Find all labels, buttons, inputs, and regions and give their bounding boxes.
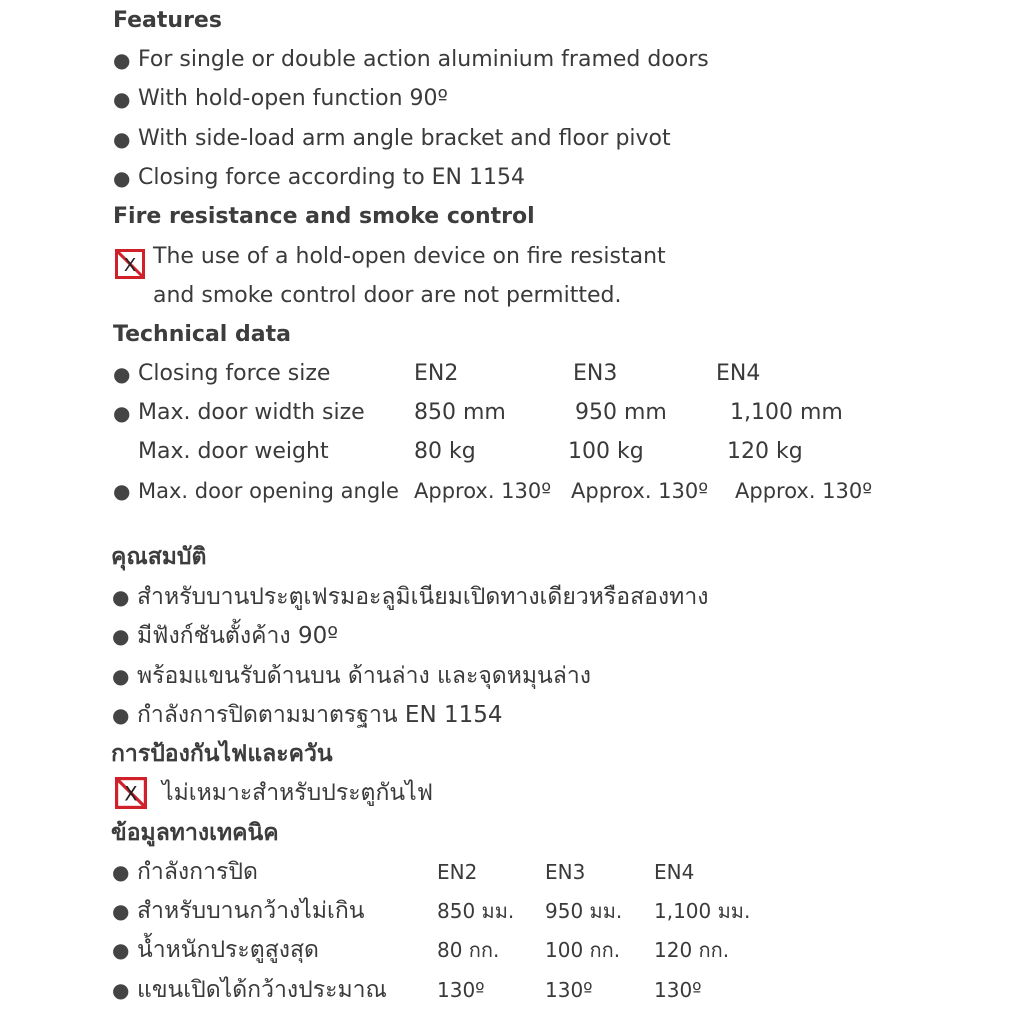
svg-text:X: X [123, 255, 137, 276]
th-tech-value: 120 กก. [654, 938, 730, 962]
th-feature-item: มีฟังก์ชันตั้งค้าง 90º [137, 623, 339, 649]
th-tech-value: 80 กก. [437, 938, 500, 962]
tech-value: EN4 [716, 361, 761, 386]
tech-value: Approx. 130º [735, 479, 873, 503]
bullet-icon: ● [113, 48, 131, 72]
bullet-icon: ● [113, 479, 131, 503]
svg-text:X: X [124, 782, 138, 806]
tech-label: Max. door width size [138, 400, 365, 425]
th-feature-item: สำหรับบานประตูเฟรมอะลูมิเนียมเปิดทางเดียวหรือสองทาง [137, 584, 709, 610]
th-tech-value: EN4 [654, 860, 695, 884]
tech-heading: Technical data [113, 322, 291, 347]
th-features-heading: คุณสมบัติ [111, 544, 207, 570]
fire-note-line2: and smoke control door are not permitted. [153, 283, 622, 308]
th-tech-value: 130º [437, 978, 485, 1002]
th-fire-heading: การป้องกันไฟและควัน [111, 741, 333, 767]
th-tech-value: 130º [545, 978, 593, 1002]
th-feature-item: กำลังการปิดตามมาตรฐาน EN 1154 [137, 702, 503, 728]
tech-value: 80 kg [414, 439, 476, 464]
feature-item: Closing force according to EN 1154 [138, 165, 525, 190]
tech-value: EN3 [573, 361, 618, 386]
feature-item: With side-load arm angle bracket and floor pivot [138, 126, 671, 151]
feature-item: For single or double action aluminium framed doors [138, 47, 709, 72]
tech-value: 120 kg [727, 439, 803, 464]
tech-label: Closing force size [138, 361, 331, 386]
tech-value: 100 kg [568, 439, 644, 464]
bullet-icon: ● [112, 899, 130, 923]
bullet-icon: ● [112, 978, 130, 1002]
bullet-icon: ● [112, 585, 130, 609]
tech-value: 950 mm [575, 400, 667, 425]
tech-label: Max. door weight [138, 439, 329, 464]
th-tech-value: 850 มม. [437, 899, 515, 923]
bullet-icon: ● [113, 401, 131, 425]
tech-label: Max. door opening angle [138, 479, 399, 503]
th-tech-label: น้ำหนักประตูสูงสุด [137, 937, 319, 963]
bullet-icon: ● [112, 624, 130, 648]
fire-note-line1: The use of a hold-open device on fire resistant [153, 244, 666, 269]
bullet-icon: ● [112, 703, 130, 727]
prohibited-icon [115, 777, 147, 809]
bullet-icon: ● [112, 860, 130, 884]
tech-value: Approx. 130º [571, 479, 709, 503]
tech-value: 1,100 mm [730, 400, 843, 425]
bullet-icon: ● [113, 127, 131, 151]
th-tech-value: EN3 [545, 860, 586, 884]
th-fire-note: ไม่เหมาะสำหรับประตูกันไฟ [162, 780, 433, 806]
bullet-icon: ● [113, 87, 131, 111]
th-tech-value: 1,100 มม. [654, 899, 751, 923]
tech-value: 850 mm [414, 400, 506, 425]
th-tech-label: แขนเปิดได้กว้างประมาณ [137, 977, 387, 1003]
th-tech-heading: ข้อมูลทางเทคนิค [111, 820, 279, 846]
th-tech-label: กำลังการปิด [137, 859, 258, 885]
th-tech-value: 950 มม. [545, 899, 623, 923]
th-feature-item: พร้อมแขนรับด้านบน ด้านล่าง และจุดหมุนล่าง [137, 663, 592, 689]
bullet-icon: ● [113, 166, 131, 190]
features-heading: Features [113, 8, 222, 33]
th-tech-label: สำหรับบานกว้างไม่เกิน [137, 898, 365, 924]
th-tech-value: 100 กก. [545, 938, 621, 962]
th-tech-value: 130º [654, 978, 702, 1002]
bullet-icon: ● [112, 664, 130, 688]
th-tech-value: EN2 [437, 860, 478, 884]
bullet-icon: ● [113, 362, 131, 386]
bullet-icon: ● [112, 938, 130, 962]
feature-item: With hold-open function 90º [138, 86, 448, 111]
tech-value: Approx. 130º [414, 479, 552, 503]
prohibited-icon [115, 249, 145, 279]
tech-value: EN2 [414, 361, 459, 386]
fire-heading: Fire resistance and smoke control [113, 204, 535, 229]
